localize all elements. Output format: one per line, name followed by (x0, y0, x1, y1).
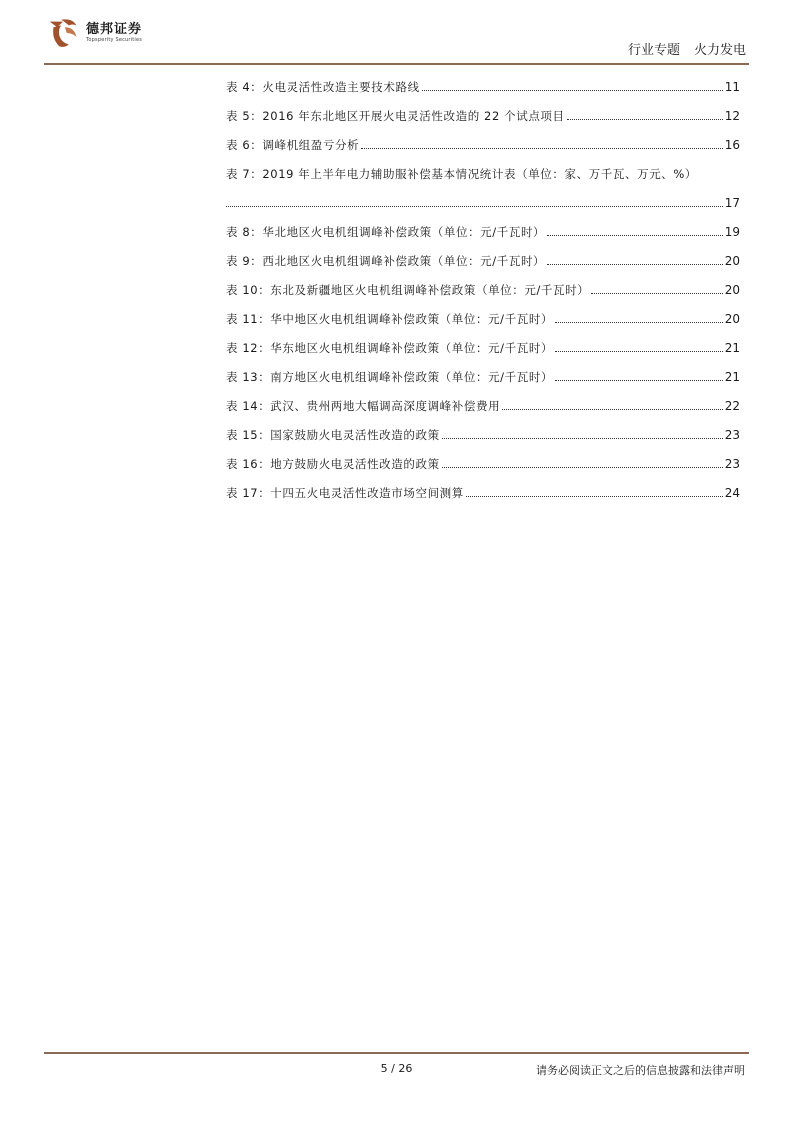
table-of-tables (226, 72, 740, 507)
header-divider (44, 63, 749, 65)
toc-leader-dots (555, 380, 723, 381)
toc-entry[interactable] (226, 217, 740, 246)
toc-entry[interactable] (226, 246, 740, 275)
toc-entry-label: 表 8：华北地区火电机组调峰补偿政策（单位：元/千瓦时） (226, 224, 546, 239)
toc-entry-page: 23 (724, 456, 740, 471)
toc-entry[interactable] (226, 304, 740, 333)
toc-entry-page: 22 (724, 398, 740, 413)
toc-entry[interactable] (226, 72, 740, 101)
toc-entry-label: 表 16：地方鼓励火电灵活性改造的政策 (226, 456, 440, 471)
toc-entry-label: 表 11：华中地区火电机组调峰补偿政策（单位：元/千瓦时） (226, 311, 554, 326)
toc-entry[interactable] (226, 362, 740, 391)
toc-entry-page: 24 (724, 485, 740, 500)
toc-leader-dots (567, 119, 723, 120)
toc-leader-dots (547, 264, 723, 265)
toc-entry[interactable] (226, 275, 740, 304)
header-tags (628, 39, 746, 58)
toc-entry-label: 表 6：调峰机组盈亏分析 (226, 137, 360, 152)
toc-entry-page: 17 (724, 195, 740, 210)
toc-entry-label: 表 17：十四五火电灵活性改造市场空间测算 (226, 485, 464, 500)
toc-entry-label: 表 9：西北地区火电机组调峰补偿政策（单位：元/千瓦时） (226, 253, 546, 268)
toc-entry-page: 21 (724, 369, 740, 384)
toc-entry[interactable] (226, 391, 740, 420)
toc-entry-page: 20 (724, 282, 740, 297)
toc-leader-dots (442, 467, 723, 468)
toc-entry-page: 12 (724, 108, 740, 123)
toc-leader-dots (361, 148, 723, 149)
footer-divider (44, 1052, 749, 1054)
toc-entry-page: 23 (724, 427, 740, 442)
report-category: 行业专题 (627, 43, 680, 58)
toc-entry-label: 表 13：南方地区火电机组调峰补偿政策（单位：元/千瓦时） (226, 369, 554, 384)
page-number: 5 / 26 (380, 1062, 413, 1075)
toc-leader-dots (226, 206, 723, 207)
toc-entry[interactable] (226, 101, 740, 130)
toc-leader-dots (591, 293, 722, 294)
toc-leader-dots (422, 90, 723, 91)
company-logo (44, 14, 142, 52)
toc-entry[interactable] (226, 449, 740, 478)
toc-entry-label: 表 5：2016 年东北地区开展火电灵活性改造的 22 个试点项目 (226, 108, 565, 123)
toc-entry-page: 11 (724, 79, 740, 94)
toc-leader-dots (555, 322, 723, 323)
toc-entry-label: 表 10：东北及新疆地区火电机组调峰补偿政策（单位：元/千瓦时） (226, 282, 590, 297)
logo-name-cn: 德邦证券 (86, 22, 143, 37)
toc-leader-dots (442, 438, 723, 439)
toc-entry-label: 表 4：火电灵活性改造主要技术路线 (226, 79, 420, 94)
toc-entry-page: 16 (724, 137, 740, 152)
toc-leader-dots (466, 496, 723, 497)
toc-entry-page: 20 (724, 253, 740, 268)
toc-leader-dots (555, 351, 723, 352)
toc-entry[interactable] (226, 420, 740, 449)
toc-leader-dots (502, 409, 723, 410)
toc-entry[interactable] (226, 478, 740, 507)
toc-entry-label: 表 15：国家鼓励火电灵活性改造的政策 (226, 427, 440, 442)
report-topic: 火力发电 (693, 43, 746, 58)
toc-entry-page: 20 (724, 311, 740, 326)
toc-entry[interactable] (226, 159, 740, 188)
legal-notice: 请务必阅读正文之后的信息披露和法律声明 (536, 1064, 745, 1077)
toc-entry-label: 表 7：2019 年上半年电力辅助服补偿基本情况统计表（单位：家、万千瓦、万元、%） (226, 166, 698, 181)
toc-entry-label: 表 14：武汉、贵州两地大幅调高深度调峰补偿费用 (226, 398, 501, 413)
toc-entry-page: 19 (724, 224, 740, 239)
toc-entry-page: 21 (724, 340, 740, 355)
logo-name-en: Topsperity Securities (86, 37, 143, 43)
toc-entry-continuation[interactable] (226, 188, 740, 217)
topsperity-logo-icon (44, 14, 82, 52)
toc-leader-dots (547, 235, 723, 236)
toc-entry-label: 表 12：华东地区火电机组调峰补偿政策（单位：元/千瓦时） (226, 340, 554, 355)
page-header (0, 0, 793, 64)
toc-entry[interactable] (226, 333, 740, 362)
toc-entry[interactable] (226, 130, 740, 159)
